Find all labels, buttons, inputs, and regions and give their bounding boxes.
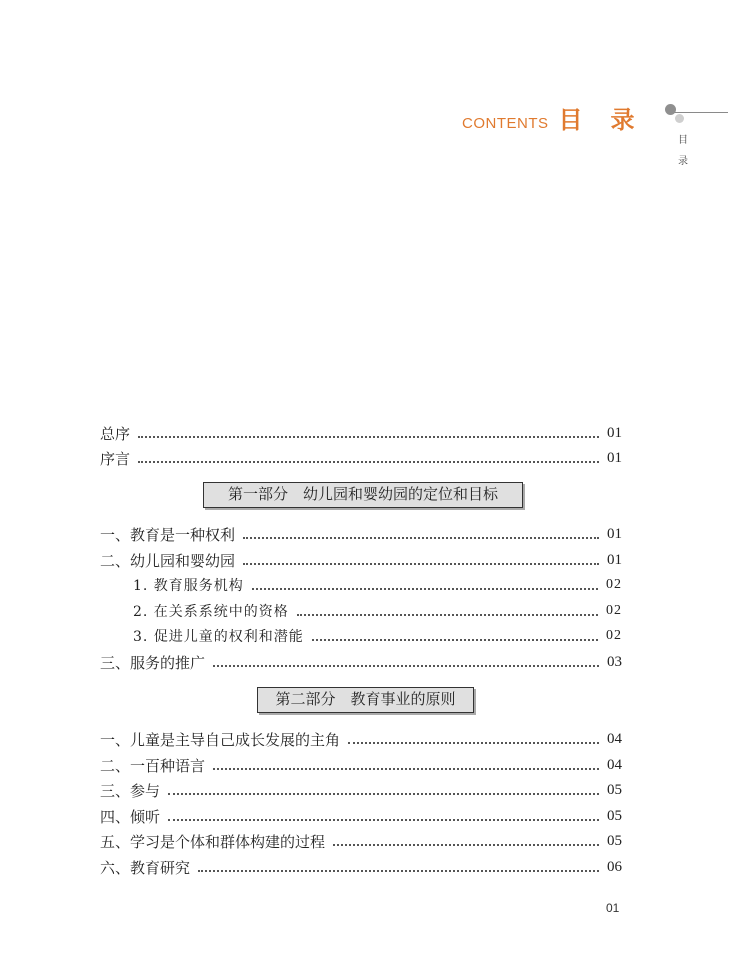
contents-title <box>462 100 663 135</box>
toc-entry-page: 02 <box>606 628 622 643</box>
toc-leader-dots <box>243 537 599 539</box>
toc-entry-general-preface[interactable] <box>100 421 622 445</box>
toc-leader-dots <box>252 588 598 590</box>
toc-entry-page: 06 <box>607 858 622 875</box>
toc-leader-dots <box>168 793 599 795</box>
toc-entry-label: 二、幼儿园和婴幼园 <box>100 551 236 570</box>
toc-entry-label: 一、教育是一种权利 <box>100 525 236 544</box>
toc-entry-page: 05 <box>607 781 622 798</box>
toc-entry-page: 04 <box>607 756 622 773</box>
contents-title-en: CONTENTS <box>462 115 549 132</box>
toc-leader-dots <box>213 665 599 667</box>
toc-leader-dots <box>213 768 599 770</box>
toc-leader-dots <box>348 742 599 744</box>
toc-leader-dots <box>297 614 598 616</box>
toc-leader-dots <box>243 563 599 565</box>
toc-entry-label: 1. 教育服务机构 <box>133 578 244 594</box>
toc-entry-label: 四、倾听 <box>100 807 161 826</box>
footer-page-number: 01 <box>606 901 620 915</box>
toc-subentry[interactable] <box>133 573 622 597</box>
toc-entry[interactable] <box>100 548 622 572</box>
toc-entry[interactable] <box>100 650 622 674</box>
toc-entry[interactable] <box>100 778 622 802</box>
toc-entry-page: 03 <box>607 653 622 670</box>
toc-entry-label: 三、服务的推广 <box>100 653 206 672</box>
toc-entry[interactable] <box>100 753 622 777</box>
section-header-part1[interactable]: 第一部分 幼儿园和婴幼园的定位和目标 <box>203 482 523 508</box>
toc-entry[interactable] <box>100 804 622 828</box>
toc-entry-label: 六、教育研究 <box>100 858 191 877</box>
toc-subentry[interactable] <box>133 624 622 648</box>
toc-entry-label: 序言 <box>100 449 131 468</box>
toc-entry-label: 五、学习是个体和群体构建的过程 <box>100 832 326 851</box>
section-header-part2[interactable]: 第二部分 教育事业的原则 <box>257 687 474 713</box>
toc-entry-page: 01 <box>607 424 622 441</box>
toc-entry-page: 02 <box>606 603 622 618</box>
toc-leader-dots <box>138 436 599 438</box>
toc-entry-label: 三、参与 <box>100 781 161 800</box>
side-tab-dot-light <box>675 114 684 123</box>
toc-entry-page: 01 <box>607 525 622 542</box>
toc-entry-preface[interactable] <box>100 446 622 470</box>
toc-entry-page: 05 <box>607 832 622 849</box>
side-tab-char-1: 目 <box>678 135 688 146</box>
toc-entry[interactable] <box>100 855 622 879</box>
toc-leader-dots <box>168 819 599 821</box>
toc-entry-label: 一、儿童是主导自己成长发展的主角 <box>100 730 341 749</box>
toc-entry-page: 01 <box>607 551 622 568</box>
toc-entry[interactable] <box>100 727 622 751</box>
contents-title-zh: 目录 <box>558 106 663 134</box>
side-tab-line <box>670 112 728 113</box>
toc-entry[interactable] <box>100 522 622 546</box>
toc-entry-label: 2. 在关系系统中的资格 <box>133 604 289 620</box>
toc-leader-dots <box>333 844 599 846</box>
toc-entry-label: 二、一百种语言 <box>100 756 206 775</box>
side-tab-dot-dark <box>665 104 676 115</box>
toc-entry-page: 02 <box>606 577 622 592</box>
toc-entry-page: 05 <box>607 807 622 824</box>
toc-subentry[interactable] <box>133 599 622 623</box>
toc-entry[interactable] <box>100 829 622 853</box>
toc-leader-dots <box>312 639 598 641</box>
toc-leader-dots <box>138 461 599 463</box>
toc-entry-label: 3. 促进儿童的权利和潜能 <box>133 629 304 645</box>
side-tab-char-2: 录 <box>678 156 688 167</box>
toc-entry-label: 总序 <box>100 424 131 443</box>
toc-leader-dots <box>198 870 599 872</box>
toc-entry-page: 01 <box>607 449 622 466</box>
toc-entry-page: 04 <box>607 730 622 747</box>
